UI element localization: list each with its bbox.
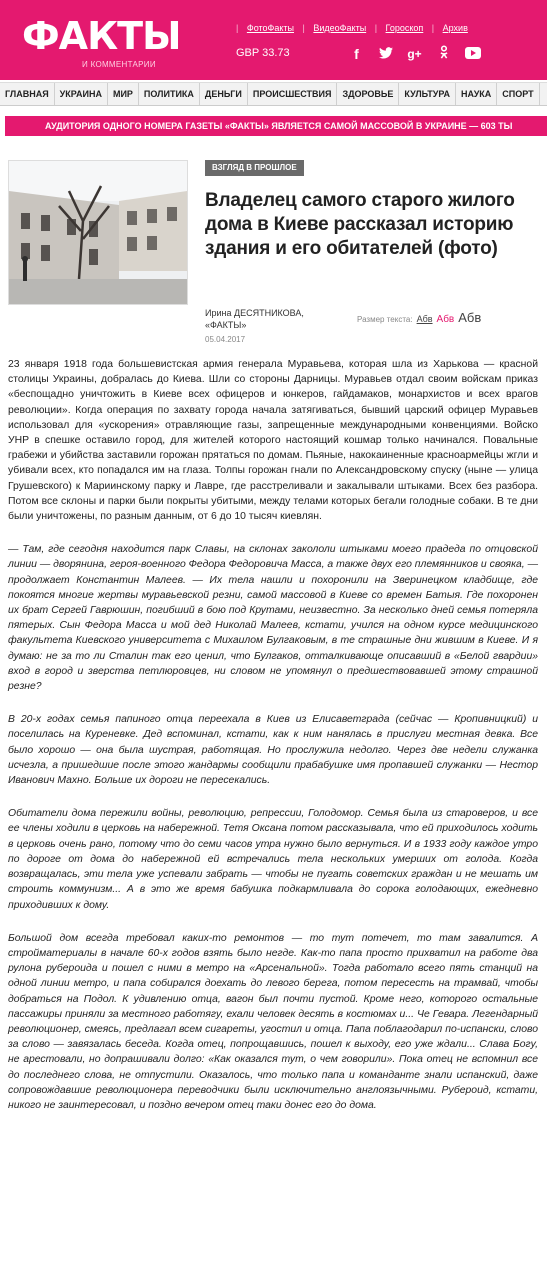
logo-subtitle: И КОММЕНТАРИИ: [82, 60, 156, 69]
nav-item-ukraine[interactable]: УКРАИНА: [55, 83, 108, 105]
separator: |: [302, 23, 305, 33]
nav-item-health[interactable]: ЗДОРОВЬЕ: [337, 83, 399, 105]
site-header: [0, 0, 547, 80]
nav-item-world[interactable]: МИР: [108, 83, 139, 105]
separator: |: [431, 23, 435, 33]
google-plus-icon[interactable]: g+: [407, 47, 422, 61]
text-size-large[interactable]: Абв: [458, 310, 482, 325]
nav-item-money[interactable]: ДЕНЬГИ: [200, 83, 248, 105]
nav-item-science[interactable]: НАУКА: [456, 83, 497, 105]
link-horoscope[interactable]: Гороскоп: [385, 23, 424, 33]
twitter-icon[interactable]: [371, 44, 400, 64]
text-size-label: Размер текста:: [357, 315, 413, 324]
article-author: [205, 307, 304, 331]
main-nav: [0, 82, 547, 106]
article-photo: [8, 160, 188, 305]
author-outlet: «ФАКТЫ»: [205, 320, 247, 330]
currency-rate: GBP 33.73: [236, 47, 290, 59]
article-paragraph: Обитатели дома пережили войны, революцию, репрессии, Голодомор. Семья была из староверов, и все ее члены ходили в церковь на набережной. Тетя Оксана потом рассказывала, что ей приходилось ходить в церковь очень рано, потому что до семи часов утра нужно было вернуться. И в 1933 году каждое утро по дороге от дома до набережной ей встречались тела нескольких умерших от голода. Когда возвращалась, эти тела уже успевали забрать — чтобы не пугать советских граждан и не мешать им строить коммунизм... А в это же время бабушка подкармливала до сорока голодающих, ежедневно приходивших к дому.: [8, 808, 538, 911]
article-paragraph: Большой дом всегда требовал каких-то ремонтов — то тут потечет, то там завалится. А стройматериалы в начале 60-х годов взять было негде. Как-то папа просто прихватил на работе два рулона рубероида и пошел с ними в метро на «Арсенальной». Тогда работало всего пять станций на одной линии метро, и папа собирался доехать до левого берега, потом пересесть на трамвай, чтобы добраться на Подол. К удивлению отца, вагон был почти пустой. Кроме него, которого остальные пассажиры приняли за местного работягу, ехали человек десять в костюмах и... Че Гевара. Легендарный революционер, смеясь, предлагал всем сигареты, угостил и отца. Папа поблагодарил по-испански, слово за слово — завязалась беседа. Когда отец, попрощавшись, пошел к выходу, его уже ждали... Слава Богу, не арестовали, но допрашивали долго: «Как оказался тут, о чем говорили». Пока отец не вспомнил все до последнего слова, не отпустили. Оказалось, что только папа и команданте знали испанский, даже сопровождавшие революционера переводчики были исключительно англоязычными. Рубероид, кстати, никого не заинтересовал, и поздно вечером отец таки донес его до дома.: [8, 932, 538, 1111]
nav-item-politics[interactable]: ПОЛИТИКА: [139, 83, 200, 105]
social-icons: [342, 44, 487, 64]
article-paragraph: — Там, где сегодня находится парк Славы, на склонах закололи штыками моего прадеда по отцовской линии — дворянина, героя-военного Федора Федоровича Масса, а также двух его племянников и свояка, — продолжает Константин Малеев. — Их тела нашли и похоронили на Зверинецком кладбище, где покоятся многие жертвы муравьевской резни, самой массовой в Киеве со времен Батыя. Где похоронен их брат Сергей Гаврюшин, погибший в бою под Крутами, неизвестно. За несколько дней семья потеряла пятерых. Сын Федора Масса и мой дед Николай Малеев, кстати, учился на одном курсе медицинского факультета Киевского университета с Михаилом Булгаковым, в те страшные дни жившим в Киеве. И я думаю: не за то ли Сталин так его ценил, что Булгаков, отталкивающе описавший в «Белой гвардии» вход в город и зверства петлюровцев, ни словом не упомянул о предшествовавшей этому страшной резне?: [8, 544, 538, 693]
facebook-icon[interactable]: f: [354, 46, 359, 62]
text-size-control: [357, 310, 481, 325]
nav-item-sport[interactable]: СПОРТ: [497, 83, 539, 105]
article-paragraph: В 20-х годах семья папиного отца переехала в Киев из Елисаветграда (сейчас — Кропивницкий) и поселилась на Куреневке. Дед вспоминал, кстати, как к ним нанялась в прислуги местная девка. Все было хорошо — она была шустрая, работящая. Но прослужила недолго. Через две недели служанка исчезла, а пришедшие после этого жандармы сообщили прабабушке имя пропавшей служанки — Нестор Иванович Махно. Больше их дороги не пересекались.: [8, 714, 538, 787]
article-title: Владелец самого старого жилого дома в Киеве рассказал историю здания и его обитателей (фото): [205, 190, 515, 259]
nav-item-incidents[interactable]: ПРОИСШЕСТВИЯ: [248, 83, 338, 105]
separator: |: [236, 23, 239, 33]
youtube-icon[interactable]: [458, 44, 487, 64]
article-date: 05.04.2017: [205, 335, 246, 344]
category-tag[interactable]: ВЗГЛЯД В ПРОШЛОЕ: [205, 160, 304, 176]
link-photofacts[interactable]: ФотоФакты: [246, 23, 295, 33]
article-body: [8, 357, 538, 1131]
text-size-small[interactable]: Абв: [416, 314, 433, 324]
author-name: Ирина ДЕСЯТНИКОВА,: [205, 308, 304, 318]
site-logo[interactable]: ФАКТЫ: [22, 14, 181, 58]
nav-item-main[interactable]: ГЛАВНАЯ: [0, 83, 55, 105]
odnoklassniki-icon[interactable]: [429, 44, 458, 64]
link-videofacts[interactable]: ВидеоФакты: [313, 23, 367, 33]
separator: |: [374, 23, 378, 33]
nav-item-culture[interactable]: КУЛЬТУРА: [399, 83, 456, 105]
top-links: [236, 23, 474, 33]
news-ticker[interactable]: АУДИТОРИЯ ОДНОГО НОМЕРА ГАЗЕТЫ «ФАКТЫ» ЯВЛЯЕТСЯ САМОЙ МАССОВОЙ В УКРАИНЕ — 603 ТЫ: [5, 116, 547, 136]
link-archive[interactable]: Архив: [442, 23, 468, 33]
article-paragraph: 23 января 1918 года большевистская армия генерала Муравьева, которая шла из Харькова — красной столицы Украины, добралась до Киева. Шли со стороны Дарницы. Муравьев отдал своим войскам приказ «беспощадно уничтожить в Киеве всех офицеров и юнкеров, гайдамаков, монархистов и всех врагов революции». Когда операция по захвату города начала затягиваться, бывший царский офицер Муравьев использовал для «ускорения» отравляющие газы, запрещенные международными конвенциями. Войско УНР в спешке оставило город, для жителей которого настоящий кошмар только начинался. Повальные грабежи и убийства заставили горожан прятаться по домам. Пьяные, накокаиненные красноармейцы жгли и убивали всех, кто попадался им на глаза. Толпы горожан гнали по Александровскому спуску (ныне — улица Грушевского) к Мариинскому парку и Лавре, где расстреливали и закалывали штыками. Всех без разбора. Потом все склоны и парки были покрыты убитыми, между телами которых бегали голодные собаки. В те дни были уничтожены, по разным данным, от 6 до 10 тысяч киевлян.: [8, 359, 538, 523]
text-size-medium[interactable]: Абв: [436, 314, 455, 325]
